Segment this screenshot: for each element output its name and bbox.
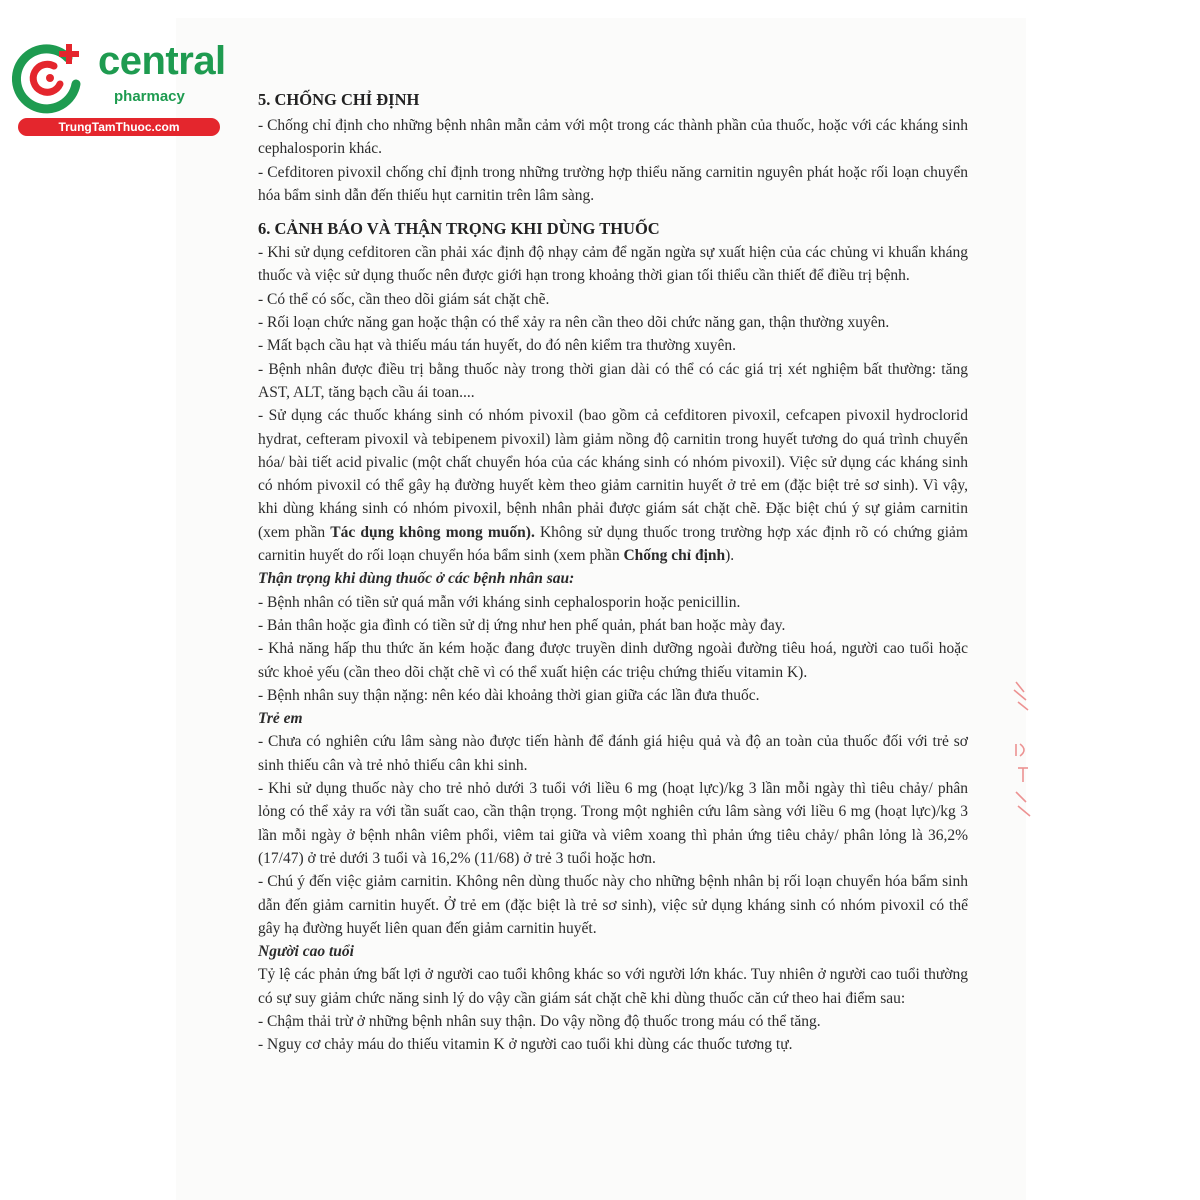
reference-contraindications: Chống chỉ định bbox=[623, 547, 726, 565]
brand-url[interactable]: TrungTamThuoc.com bbox=[18, 118, 220, 136]
text-run: ). bbox=[725, 547, 735, 565]
paragraph: - Mất bạch cầu hạt và thiếu máu tán huyết, do đó nên kiểm tra thường xuyên. bbox=[258, 337, 737, 355]
central-pharmacy-logo-icon bbox=[10, 36, 90, 116]
paragraph: - Khi sử dụng cefditoren cần phải xác định độ nhạy cảm để ngăn ngừa sự xuất hiện của các chủng vi khuẩn kháng thuốc và việc sử dụng thuốc nên được giới hạn trong khoảng thời gian tối thiểu cần thiết để điều trị bệnh. bbox=[258, 244, 968, 285]
paragraph: - Bệnh nhân được điều trị bằng thuốc này trong thời gian dài có thể có các giá trị xét nghiệm bất thường: tăng AST, ALT, tăng bạch cầu ái toan.... bbox=[258, 360, 968, 401]
list-item: - Chưa có nghiên cứu lâm sàng nào được tiến hành để đánh giá hiệu quả và độ an toàn của thuốc đối với trẻ sơ sinh thiếu cân và trẻ nhỏ thiếu cân khi sinh. bbox=[258, 733, 968, 774]
paragraph: - Rối loạn chức năng gan hoặc thận có thể xảy ra nên cần theo dõi chức năng gan, thận thường xuyên. bbox=[258, 314, 890, 332]
subheading-children: Trẻ em bbox=[258, 710, 303, 728]
brand-subtitle: pharmacy bbox=[114, 88, 185, 105]
list-item: - Chậm thải trừ ở những bệnh nhân suy thận. Do vậy nồng độ thuốc trong máu có thể tăng. bbox=[258, 1012, 821, 1030]
paragraph: - Cefditoren pivoxil chống chỉ định trong những trường hợp thiểu năng carnitin nguyên phát hoặc rối loạn chuyển hóa bẩm sinh dẫn đến thiếu hụt carnitin trên lâm sàng. bbox=[258, 163, 968, 204]
paragraph: - Chống chỉ định cho những bệnh nhân mẫn cảm với một trong các thành phần của thuốc, hoặc với các kháng sinh cephalosporin khác. bbox=[258, 117, 968, 158]
section-heading-contraindications: 5. CHỐNG CHỈ ĐỊNH bbox=[258, 90, 420, 109]
reference-side-effects: Tác dụng không mong muốn). bbox=[330, 523, 535, 541]
list-item: - Bản thân hoặc gia đình có tiền sử dị ứng như hen phế quản, phát ban hoặc mày đay. bbox=[258, 616, 786, 634]
list-item: - Khả năng hấp thu thức ăn kém hoặc đang được truyền dinh dưỡng ngoài đường tiêu hoá, người cao tuổi hoặc sức khoẻ yếu (cần theo dõi chặt chẽ vì có thể xuất hiện các triệu chứng thiếu vitamin K). bbox=[258, 640, 968, 681]
paragraph: Tỷ lệ các phản ứng bất lợi ở người cao tuổi không khác so với người lớn khác. Tuy nhiên ở người cao tuổi thường có sự suy giảm chức năng sinh lý do vậy cần giám sát chặt chẽ khi dùng thuốc căn cứ theo hai điểm sau: bbox=[258, 966, 968, 1007]
text-run: - Sử dụng các thuốc kháng sinh có nhóm pivoxil (bao gồm cả cefditoren pivoxil, cefcapen pivoxil hydroclorid hydrat, cefteram pivoxil và tebipenem pivoxil) làm giảm nồng độ carnitin trong huyết tương do quá trình chuyển hóa/ bài tiết acid pivalic (một chất chuyển hóa của các kháng sinh có nhóm pivoxil). Việc sử dụng các kháng sinh có nhóm pivoxil có thể gây hạ đường huyết kèm theo giảm carnitin huyết ở trẻ em (đặc biệt trẻ sơ sinh). Vì vậy, khi dùng kháng sinh có nhóm pivoxil, bệnh nhân phải được giám sát chặt chẽ. Đặc biệt chú ý sự giảm carnitin (xem phần bbox=[258, 407, 968, 541]
section-heading-warnings: 6. CẢNH BÁO VÀ THẬN TRỌNG KHI DÙNG THUỐC bbox=[258, 219, 660, 239]
list-item: - Khi sử dụng thuốc này cho trẻ nhỏ dưới 3 tuổi với liều 6 mg (hoạt lực)/kg 3 lần mỗi ngày thì tiêu chảy/ phân lỏng có thể xảy ra với tần suất cao, cần thận trọng. Trong một nghiên cứu lâm sàng với liều 6 mg (hoạt lực)/kg 3 lần mỗi ngày ở bệnh nhân viêm phổi, viêm tai giữa và viêm xoang thì phản ứng tiêu chảy/ phân lỏng là 36,2% (17/47) ở trẻ dưới 3 tuổi và 16,2% (11/68) ở trẻ 3 tuổi hoặc hơn. bbox=[258, 780, 968, 867]
list-item: - Nguy cơ chảy máu do thiếu vitamin K ở người cao tuổi khi dùng các thuốc tương tự. bbox=[258, 1036, 793, 1054]
brand-name: central bbox=[98, 39, 226, 83]
list-item: - Bệnh nhân suy thận nặng: nên kéo dài khoảng thời gian giữa các lần đưa thuốc. bbox=[258, 686, 760, 704]
list-item: - Bệnh nhân có tiền sử quá mẫn với kháng sinh cephalosporin hoặc penicillin. bbox=[258, 593, 741, 611]
list-item: - Chú ý đến việc giảm carnitin. Không nên dùng thuốc này cho những bệnh nhân bị rối loạn chuyển hóa bẩm sinh dẫn đến giảm carnitin huyết. Ở trẻ em (đặc biệt là trẻ sơ sinh), việc sử dụng kháng sinh có nhóm pivoxil có thể gây hạ đường huyết liên quan đến giảm carnitin huyết. bbox=[258, 873, 968, 937]
document-body bbox=[258, 88, 968, 1057]
subheading-elderly: Người cao tuổi bbox=[258, 943, 354, 961]
paragraph: - Có thể có sốc, cần theo dõi giám sát chặt chẽ. bbox=[258, 290, 550, 308]
text-run: Không sử dụng thuốc trong trường hợp xác định rõ có chứng giảm carnitin huyết do rối loạn chuyển hóa bẩm sinh (xem phần bbox=[258, 523, 968, 565]
stamp-mark bbox=[1004, 676, 1038, 826]
brand-logo[interactable] bbox=[10, 36, 226, 136]
subheading-caution: Thận trọng khi dùng thuốc ở các bệnh nhân sau: bbox=[258, 570, 575, 588]
pivoxil-paragraph bbox=[258, 404, 968, 567]
